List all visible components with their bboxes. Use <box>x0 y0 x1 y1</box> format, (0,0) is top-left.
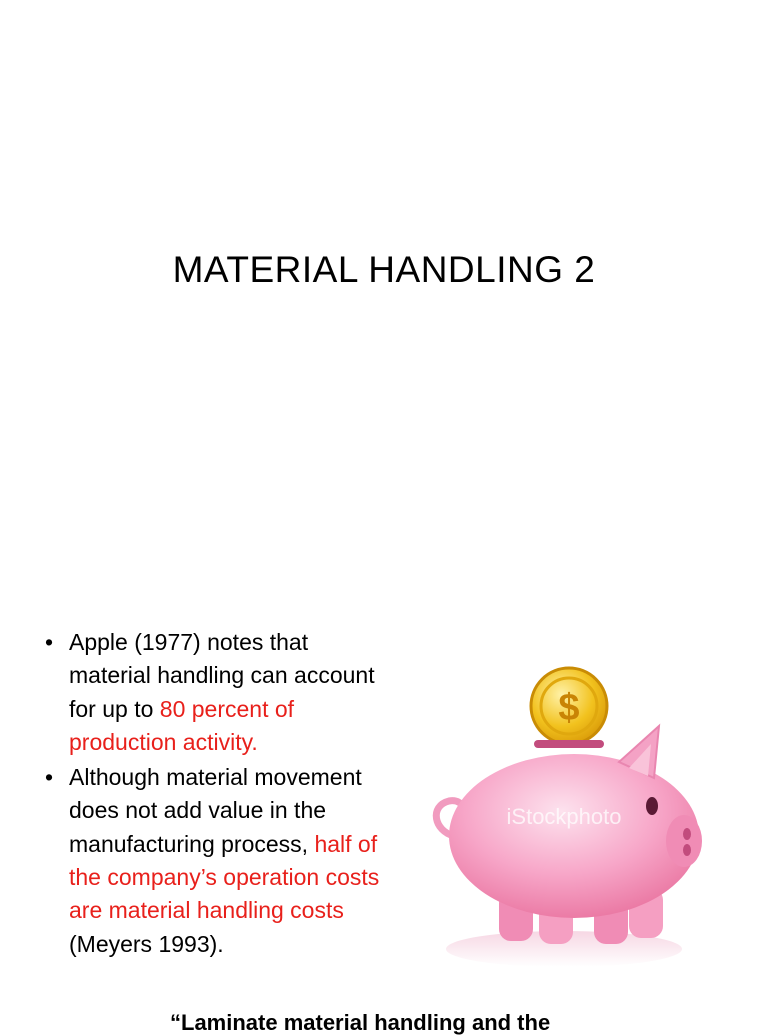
bullet-list <box>45 626 385 963</box>
piggy-bank-with-coin-icon <box>414 666 724 976</box>
bullet-dot-icon: • <box>45 629 54 655</box>
bullet-dot-icon: • <box>45 764 54 791</box>
bullet-item <box>45 761 385 961</box>
bullet-text-highlight: half of the company’s operation costs are material handling costs <box>69 830 380 924</box>
content-slide <box>0 576 768 1035</box>
bullet-text-normal: Although material movement does not add value in the manufacturing process, <box>69 764 362 857</box>
bullet-text-citation: (Meyers 1993). <box>69 930 224 957</box>
watermark-text: iStockphoto <box>506 804 622 829</box>
piggy-bank-illustration <box>414 666 724 976</box>
coin-symbol: $ <box>558 687 580 729</box>
slide-title: MATERIAL HANDLING 2 <box>172 248 596 290</box>
partial-next-line: “Laminate material handling and the <box>170 1010 551 1035</box>
bullet-text-highlight: 80 percent of production activity. <box>69 695 295 755</box>
bullet-item <box>45 626 385 759</box>
bullet-text-normal: Apple (1977) notes that material handling can account for up to <box>69 629 375 722</box>
